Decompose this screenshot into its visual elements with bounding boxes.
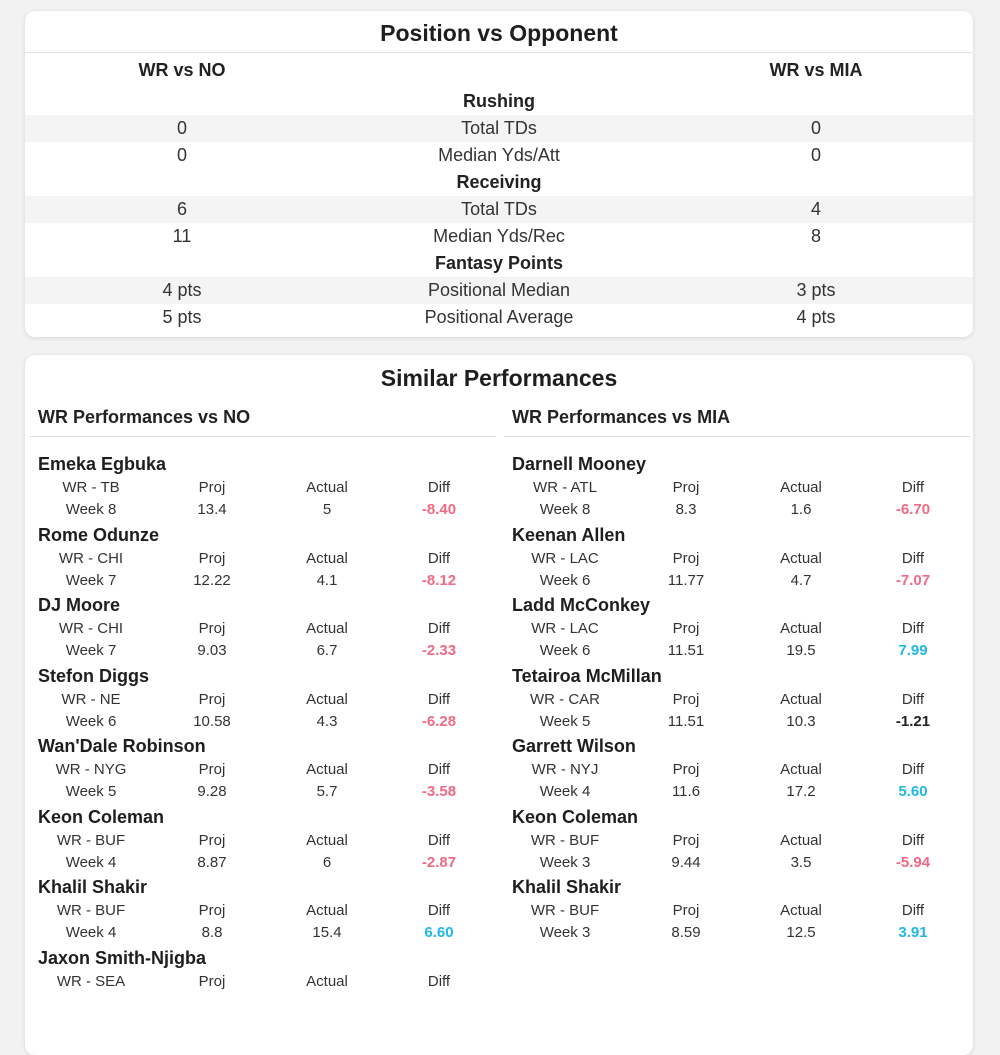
- diff-label: Diff: [427, 549, 451, 567]
- actual-label: Actual: [780, 549, 822, 567]
- diff-value: -6.70: [895, 501, 931, 518]
- player-entry: [30, 875, 496, 946]
- actual-value: 17.2: [786, 783, 816, 800]
- player-name[interactable]: Khalil Shakir: [512, 877, 622, 897]
- player-week: Week 7: [65, 571, 117, 589]
- diff-value: -6.28: [421, 712, 457, 730]
- player-label-row: [30, 477, 496, 499]
- pv-stat-row: [25, 304, 973, 331]
- player-week: Week 4: [65, 924, 117, 941]
- player-label-row: [30, 618, 496, 640]
- player-week: [30, 993, 152, 1015]
- player-week: Week 4: [539, 783, 591, 800]
- player-value-row: [30, 499, 496, 521]
- diff-label: Diff: [427, 620, 451, 637]
- player-entry: [504, 593, 970, 664]
- player-pos-team: WR - BUF: [530, 831, 600, 849]
- proj-value: 11.51: [667, 642, 705, 659]
- proj-label: Proj: [198, 831, 226, 849]
- actual-value: 3.5: [790, 853, 812, 871]
- player-week: Week 5: [65, 783, 117, 800]
- actual-label: Actual: [780, 479, 822, 496]
- proj-label: Proj: [198, 690, 226, 708]
- actual-label: Actual: [306, 479, 348, 496]
- pv-stat-label: Total TDs: [461, 199, 537, 219]
- similar-performances-title: Similar Performances: [380, 365, 618, 391]
- actual-value: 6: [322, 853, 332, 871]
- diff-label: Diff: [427, 831, 451, 849]
- pv-header-row: [25, 53, 973, 88]
- actual-label: Actual: [780, 620, 822, 637]
- diff-value: -8.40: [421, 501, 457, 518]
- pv-stat-row: [25, 277, 973, 304]
- player-week: Week 5: [539, 712, 591, 730]
- proj-value: 13.4: [197, 501, 227, 518]
- player-week: Week 4: [65, 853, 117, 871]
- diff-label: Diff: [901, 549, 925, 567]
- player-pos-team: WR - NYJ: [531, 761, 599, 778]
- diff-label: Diff: [901, 902, 925, 919]
- pv-stat-row: [25, 196, 973, 223]
- pv-right-header: WR vs MIA: [769, 60, 863, 80]
- performance-column-header: WR Performances vs MIA: [504, 401, 970, 437]
- pv-right-value: 4: [810, 199, 821, 219]
- player-week: Week 8: [65, 501, 117, 518]
- pv-right-value: 8: [810, 226, 821, 246]
- actual-value: 4.1: [316, 571, 338, 589]
- player-value-row: [504, 781, 970, 803]
- proj-label: Proj: [198, 549, 226, 567]
- pv-right-value: 0: [810, 145, 821, 165]
- proj-value: 9.28: [197, 783, 227, 800]
- player-name[interactable]: Rome Odunze: [38, 524, 160, 545]
- player-name[interactable]: Ladd McConkey: [512, 595, 651, 615]
- player-week: Week 6: [539, 571, 591, 589]
- player-label-row: [504, 477, 970, 499]
- actual-label: Actual: [306, 549, 348, 567]
- player-entry: [30, 805, 496, 876]
- player-week: Week 6: [539, 642, 591, 659]
- proj-label: Proj: [672, 479, 700, 496]
- diff-value: 6.60: [424, 924, 454, 941]
- player-value-row: [30, 640, 496, 662]
- player-pos-team: WR - LAC: [531, 549, 599, 567]
- player-pos-team: WR - CHI: [58, 620, 124, 637]
- actual-label: Actual: [306, 761, 348, 778]
- proj-value: 8.8: [201, 924, 223, 941]
- proj-value: 8.3: [675, 501, 697, 518]
- diff-label: Diff: [427, 902, 451, 919]
- actual-label: Actual: [306, 972, 348, 990]
- diff-value: [382, 993, 496, 1015]
- player-label-row: [30, 830, 496, 852]
- player-value-row: [504, 711, 970, 733]
- pv-right-value: 4 pts: [796, 307, 836, 327]
- actual-value: 5: [322, 501, 332, 518]
- pv-left-value: 6: [176, 199, 187, 219]
- pv-left-value: 11: [172, 226, 192, 246]
- proj-value: [152, 993, 272, 1015]
- actual-label: Actual: [780, 690, 822, 708]
- player-week: Week 8: [539, 501, 591, 518]
- diff-label: Diff: [901, 620, 925, 637]
- actual-value: [272, 993, 382, 1015]
- pv-stat-label: Median Yds/Att: [438, 145, 560, 165]
- proj-value: 11.77: [667, 571, 705, 589]
- position-vs-opponent-title: Position vs Opponent: [25, 11, 973, 53]
- player-value-row: [30, 922, 496, 944]
- diff-value: -2.33: [421, 642, 457, 659]
- player-pos-team: WR - BUF: [530, 902, 600, 919]
- player-entry: [30, 664, 496, 735]
- pv-left-value: 4 pts: [162, 280, 202, 300]
- player-pos-team: WR - TB: [62, 479, 120, 496]
- player-label-row: [30, 548, 496, 570]
- actual-value: 4.3: [316, 712, 338, 730]
- performance-column: [30, 401, 496, 1016]
- player-value-row: [504, 499, 970, 521]
- player-entry: [504, 734, 970, 805]
- proj-label: Proj: [198, 479, 226, 496]
- actual-value: 5.7: [316, 783, 338, 800]
- player-name[interactable]: Wan'Dale Robinson: [38, 736, 206, 756]
- player-value-row: [504, 640, 970, 662]
- player-label-row: [30, 971, 496, 993]
- pv-right-value: 3 pts: [796, 280, 836, 300]
- pv-stat-row: [25, 142, 973, 169]
- player-pos-team: WR - CAR: [530, 690, 600, 708]
- player-label-row: [30, 689, 496, 711]
- player-pos-team: WR - LAC: [531, 620, 599, 637]
- player-value-row: [30, 570, 496, 592]
- actual-label: Actual: [780, 831, 822, 849]
- player-value-row: [30, 852, 496, 874]
- player-name[interactable]: Keon Coleman: [38, 806, 165, 827]
- pv-section-label: Receiving: [456, 172, 542, 192]
- similar-performances-columns: [25, 401, 973, 1016]
- player-label-row: [30, 900, 496, 922]
- pv-section-label: Fantasy Points: [434, 253, 564, 273]
- proj-label: Proj: [672, 620, 700, 637]
- player-pos-team: WR - SEA: [56, 972, 126, 990]
- pv-stat-label: Positional Average: [424, 307, 574, 327]
- pv-stat-row: [25, 115, 973, 142]
- actual-label: Actual: [780, 902, 822, 919]
- proj-value: 10.58: [193, 712, 231, 730]
- performance-column-header: WR Performances vs NO: [30, 401, 496, 437]
- player-entry: [30, 452, 496, 523]
- player-name[interactable]: Stefon Diggs: [38, 665, 149, 686]
- pv-left-value: 0: [176, 118, 187, 138]
- player-entry: [30, 946, 496, 1017]
- pv-stat-label: Total TDs: [461, 118, 537, 138]
- player-name[interactable]: Garrett Wilson: [512, 736, 636, 756]
- pv-left-header: WR vs NO: [138, 60, 226, 80]
- player-value-row: [504, 922, 970, 944]
- proj-label: Proj: [198, 620, 226, 637]
- player-label-row: [504, 900, 970, 922]
- player-pos-team: WR - NYG: [55, 761, 127, 778]
- player-entry: [30, 734, 496, 805]
- player-value-row: [504, 570, 970, 592]
- player-pos-team: WR - NE: [61, 690, 121, 708]
- actual-value: 15.4: [312, 924, 342, 941]
- diff-label: Diff: [427, 479, 451, 496]
- actual-value: 4.7: [790, 571, 812, 589]
- diff-value: 3.91: [898, 924, 928, 941]
- diff-value: -5.94: [895, 853, 931, 871]
- diff-value: -3.58: [421, 783, 457, 800]
- proj-label: Proj: [672, 690, 700, 708]
- player-label-row: [504, 548, 970, 570]
- diff-value: -8.12: [421, 571, 457, 589]
- actual-value: 6.7: [316, 642, 338, 659]
- similar-performances-card: [25, 355, 973, 1055]
- actual-label: Actual: [306, 902, 348, 919]
- pv-stat-label: Median Yds/Rec: [433, 226, 565, 246]
- proj-label: Proj: [198, 761, 226, 778]
- proj-value: 11.6: [671, 783, 701, 800]
- player-name[interactable]: Darnell Mooney: [512, 454, 647, 474]
- pv-table-body: [25, 88, 973, 331]
- diff-label: Diff: [901, 690, 925, 708]
- player-value-row: [30, 711, 496, 733]
- actual-label: Actual: [780, 761, 822, 778]
- player-entry: [504, 452, 970, 523]
- player-pos-team: WR - BUF: [56, 902, 126, 919]
- player-name[interactable]: Keon Coleman: [512, 806, 639, 827]
- player-entry: [504, 875, 970, 946]
- player-week: Week 3: [539, 853, 591, 871]
- player-entry: [504, 805, 970, 876]
- pv-stat-row: [25, 223, 973, 250]
- player-entry: [504, 664, 970, 735]
- diff-label: Diff: [901, 761, 925, 778]
- diff-value: -7.07: [895, 571, 931, 589]
- player-name[interactable]: DJ Moore: [38, 595, 121, 615]
- pv-left-value: 5 pts: [162, 307, 202, 327]
- pv-left-value: 0: [176, 145, 187, 165]
- player-week: Week 3: [539, 924, 591, 941]
- player-week: Week 7: [65, 642, 117, 659]
- diff-label: Diff: [901, 479, 925, 496]
- diff-value: -1.21: [895, 712, 931, 730]
- player-label-row: [504, 759, 970, 781]
- proj-label: Proj: [198, 972, 226, 990]
- diff-value: 7.99: [898, 642, 928, 659]
- proj-label: Proj: [672, 549, 700, 567]
- player-value-row: [504, 852, 970, 874]
- actual-value: 1.6: [790, 501, 812, 518]
- player-week: Week 6: [65, 712, 117, 730]
- player-name[interactable]: Tetairoa McMillan: [512, 665, 662, 686]
- player-value-row: [30, 781, 496, 803]
- player-entry: [504, 523, 970, 594]
- proj-value: 8.87: [197, 853, 227, 871]
- player-name[interactable]: Emeka Egbuka: [38, 454, 167, 474]
- actual-label: Actual: [306, 620, 348, 637]
- player-pos-team: WR - CHI: [58, 549, 124, 567]
- player-entry: [30, 523, 496, 594]
- diff-label: Diff: [427, 690, 451, 708]
- player-name[interactable]: Keenan Allen: [512, 524, 626, 545]
- proj-label: Proj: [672, 761, 700, 778]
- player-name[interactable]: Jaxon Smith-Njigba: [38, 947, 207, 968]
- performance-column: [504, 401, 970, 1016]
- proj-label: Proj: [198, 902, 226, 919]
- diff-label: Diff: [901, 831, 925, 849]
- actual-value: 10.3: [786, 712, 816, 730]
- player-label-row: [30, 759, 496, 781]
- pv-right-value: 0: [810, 118, 821, 138]
- proj-value: 11.51: [667, 712, 705, 730]
- pv-stat-label: Positional Median: [427, 280, 571, 300]
- player-entry: [30, 593, 496, 664]
- player-pos-team: WR - ATL: [533, 479, 597, 496]
- diff-label: Diff: [427, 972, 451, 990]
- proj-value: 8.59: [671, 924, 701, 941]
- player-name[interactable]: Khalil Shakir: [38, 877, 148, 897]
- diff-value: -2.87: [421, 853, 457, 871]
- proj-value: 9.44: [671, 853, 701, 871]
- proj-label: Proj: [672, 831, 700, 849]
- proj-value: 12.22: [193, 571, 231, 589]
- actual-label: Actual: [306, 690, 348, 708]
- pv-section-label: Rushing: [463, 91, 535, 111]
- player-value-row: [30, 993, 496, 1015]
- actual-label: Actual: [306, 831, 348, 849]
- position-vs-opponent-card: [25, 11, 973, 337]
- player-label-row: [504, 618, 970, 640]
- actual-value: 19.5: [786, 642, 816, 659]
- proj-label: Proj: [672, 902, 700, 919]
- diff-value: 5.60: [898, 783, 928, 800]
- player-label-row: [504, 830, 970, 852]
- diff-label: Diff: [427, 761, 451, 778]
- actual-value: 12.5: [786, 924, 816, 941]
- proj-value: 9.03: [197, 642, 227, 659]
- player-pos-team: WR - BUF: [56, 831, 126, 849]
- player-label-row: [504, 689, 970, 711]
